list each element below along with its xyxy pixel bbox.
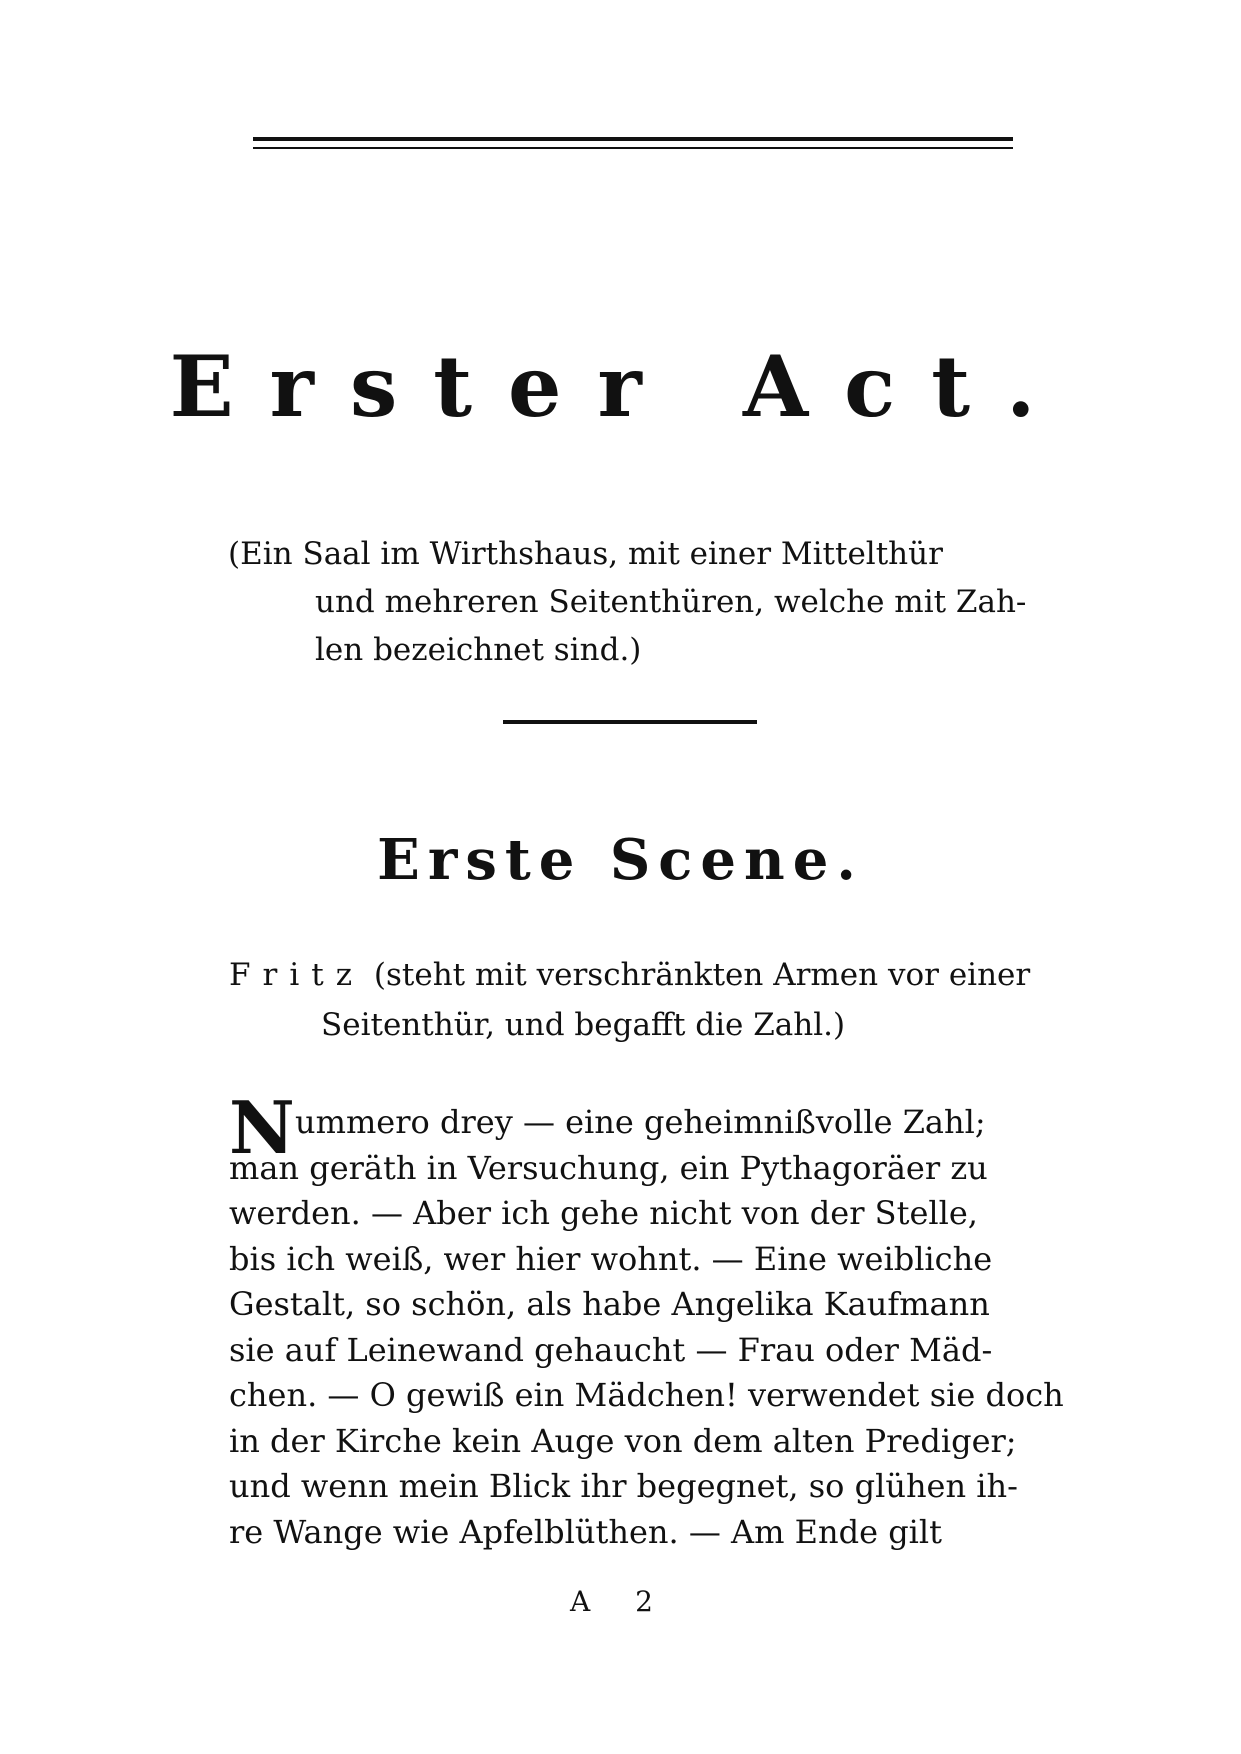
body-text [229,1085,1064,1555]
speaker-name: Fritz [229,957,365,993]
top-rule-thick [253,137,1013,141]
stage-direction [229,950,1029,1050]
body-line: und wenn mein Blick ihr begegnet, so glühen ih- [229,1467,1018,1505]
body-line: Gestalt, so schön, als habe Angelika Kaufmann [229,1285,990,1323]
drop-cap: N [229,1085,295,1170]
body-line: in der Kirche kein Auge von dem alten Prediger; [229,1421,1017,1460]
body-line: werden. — Aber ich gehe nicht von der Stelle, [229,1194,978,1232]
signature-mark: A 2 [570,1585,671,1618]
stage-setting-line: und mehreren Seitenthüren, welche mit Zah- [315,584,1027,620]
stage-direction-line [229,950,1029,1000]
body-line: man geräth in Versuchung, ein Pythagoräer zu [229,1148,988,1187]
body-line: sie auf Leinewand gehaucht — Frau oder Mäd- [229,1330,993,1369]
stage-setting-line: len bezeichnet sind.) [315,632,642,668]
body-line-text: ummero drey — eine geheimnißvolle Zahl; [295,1103,986,1141]
stage-direction-line: Seitenthür, und begafft die Zahl.) [321,1007,846,1043]
body-line: bis ich weiß, wer hier wohnt. — Eine weibliche [229,1239,993,1278]
scene-title: Erste Scene. [377,827,864,893]
act-title: Erster Act. [169,337,1072,436]
top-rule-thin [253,147,1013,149]
body-line: chen. — O gewiß ein Mädchen! verwendet sie doch [229,1376,1064,1414]
stage-setting [228,530,1027,674]
stage-setting-line: (Ein Saal im Wirthshaus, mit einer Mittelthür [228,536,943,572]
section-divider [503,720,757,724]
body-line: re Wange wie Apfelblüthen. — Am Ende gilt [229,1512,942,1551]
stage-direction-text: (steht mit verschränkten Armen vor einer [373,957,1031,993]
